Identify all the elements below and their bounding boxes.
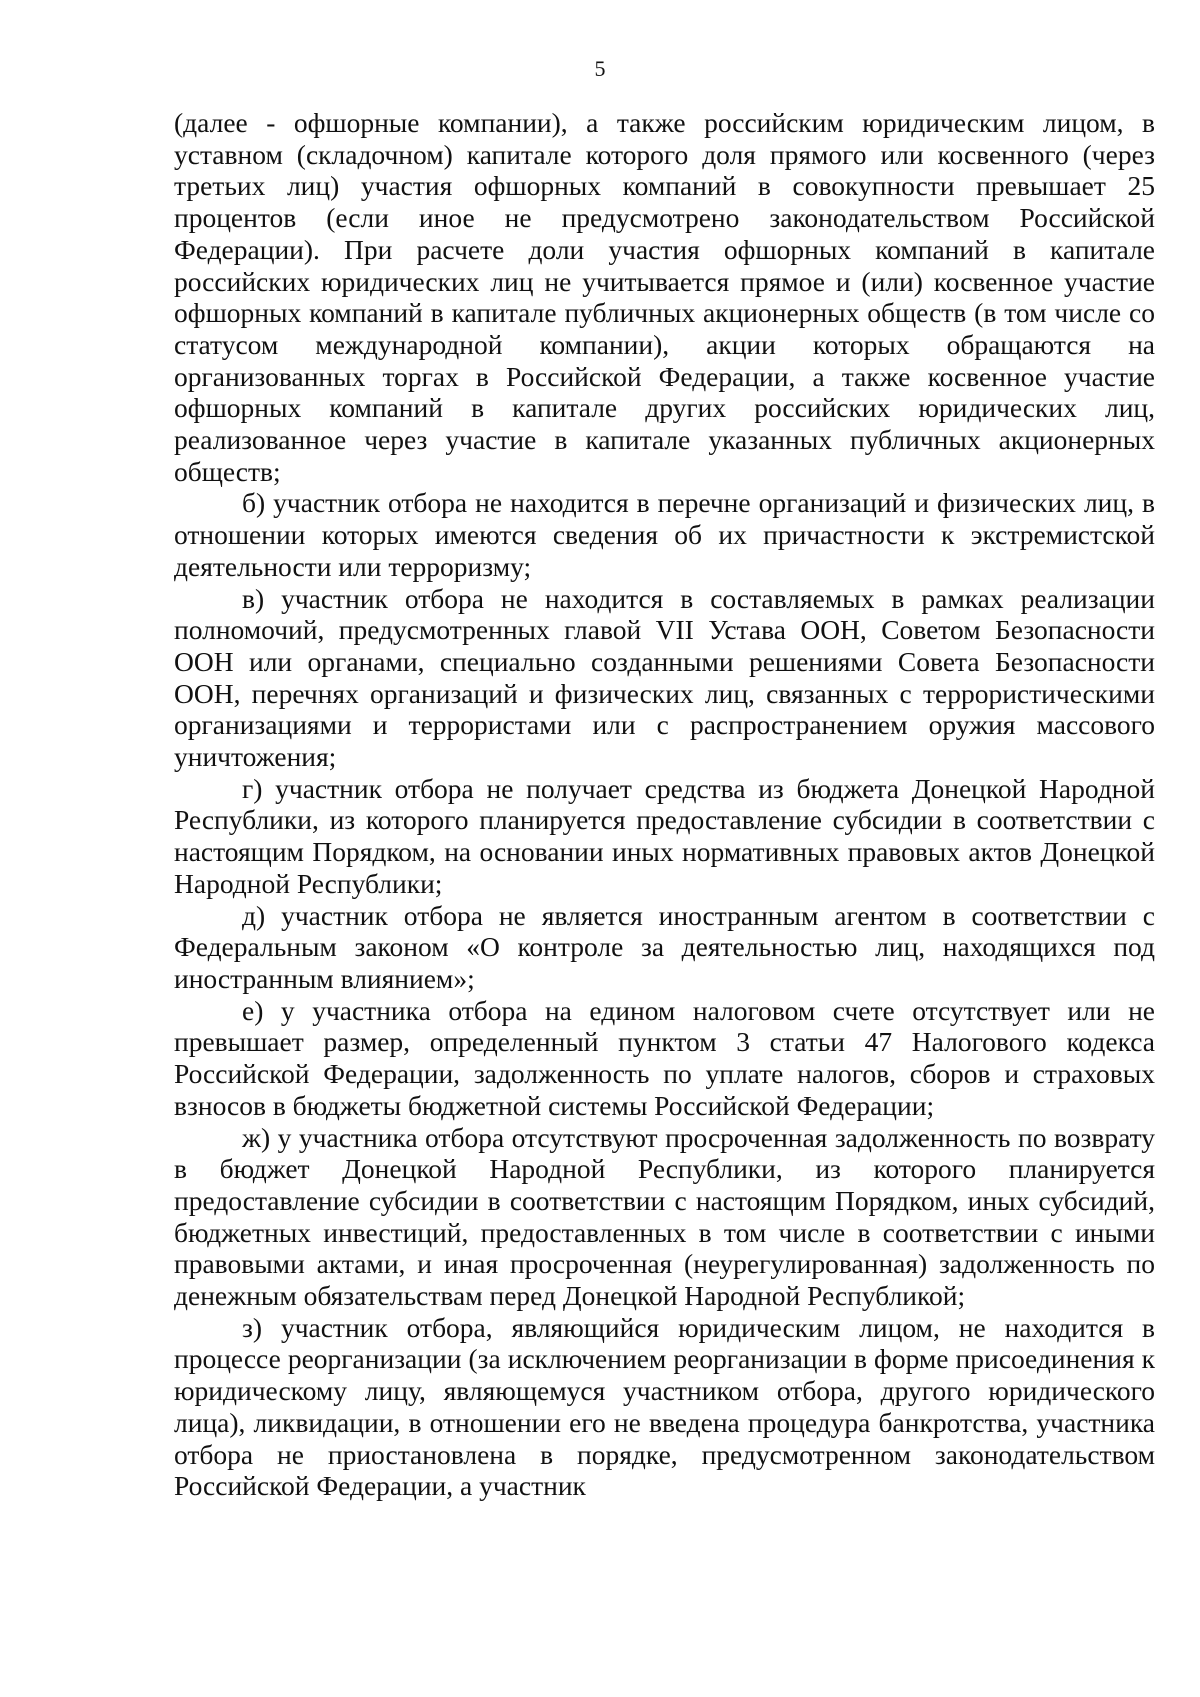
paragraph-item-b: б) участник отбора не находится в перечне организаций и физических лиц, в отношении которых имеются сведения об их причастности к экстремистской деятельности или терроризму;: [174, 487, 1155, 582]
paragraph-item-z: з) участник отбора, являющийся юридическим лицом, не находится в процессе реорганизации (за исключением реорганизации в форме присоединения к юридическому лицу, являющемуся участником отбора, другого юридического лица), ликвидации, в отношении его не введена процедура банкротства, участника отбора не приостановлена в порядке, предусмотренном законодательством Российской Федерации, а участник: [174, 1311, 1155, 1502]
page-number: 5: [594, 56, 606, 81]
paragraph-item-e: е) у участника отбора на едином налоговом счете отсутствует или не превышает размер, определенный пунктом 3 статьи 47 Налогового кодекса Российской Федерации, задолженность по уплате налогов, сборов и страховых взносов в бюджеты бюджетной системы Российской Федерации;: [174, 994, 1155, 1121]
paragraph-item-d: д) участник отбора не является иностранным агентом в соответствии с Федеральным законом «О контроле за деятельностью лиц, находящихся под иностранным влиянием»;: [174, 899, 1155, 994]
paragraph-item-zh: ж) у участника отбора отсутствуют просроченная задолженность по возврату в бюджет Донецкой Народной Республики, из которого планируется предоставление субсидии в соответствии с настоящим Порядком, иных субсидий, бюджетных инвестиций, предоставленных в том числе в соответствии с иными правовыми актами, и иная просроченная (неурегулированная) задолженность по денежным обязательствам перед Донецкой Народной Республикой;: [174, 1121, 1155, 1312]
document-body: [174, 107, 1155, 1502]
paragraph-item-g: г) участник отбора не получает средства из бюджета Донецкой Народной Республики, из которого планируется предоставление субсидии в соответствии с настоящим Порядком, на основании иных нормативных правовых актов Донецкой Народной Республики;: [174, 772, 1155, 899]
paragraph-item-v: в) участник отбора не находится в составляемых в рамках реализации полномочий, предусмотренных главой VII Устава ООН, Советом Безопасности ООН или органами, специально созданными решениями Совета Безопасности ООН, перечнях организаций и физических лиц, связанных с террористическими организациями и террористами или с распространением оружия массового уничтожения;: [174, 582, 1155, 773]
paragraph-offshore-continuation: (далее - офшорные компании), а также российским юридическим лицом, в уставном (складочном) капитале которого доля прямого или косвенного (через третьих лиц) участия офшорных компаний в совокупности превышает 25 процентов (если иное не предусмотрено законодательством Российской Федерации). При расчете доли участия офшорных компаний в капитале российских юридических лиц не учитывается прямое и (или) косвенное участие офшорных компаний в капитале публичных акционерных обществ (в том числе со статусом международной компании), акции которых обращаются на организованных торгах в Российской Федерации, а также косвенное участие офшорных компаний в капитале других российских юридических лиц, реализованное через участие в капитале указанных публичных акционерных обществ;: [174, 107, 1155, 487]
